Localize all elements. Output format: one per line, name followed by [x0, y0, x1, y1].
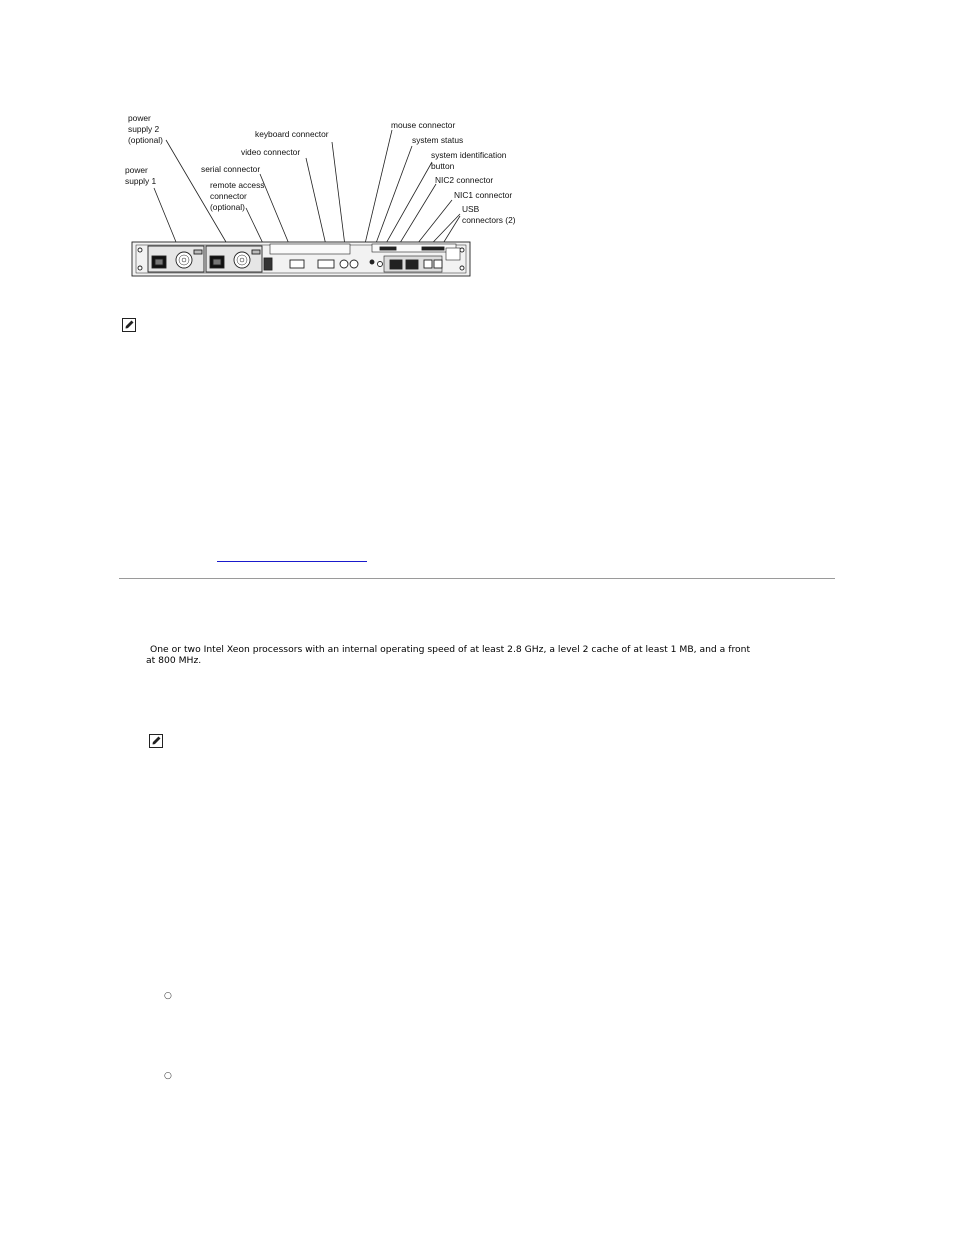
server-chassis — [132, 242, 470, 276]
cross-reference-link[interactable] — [217, 549, 367, 562]
system-status-label: system status — [412, 135, 464, 145]
back-panel-figure — [110, 108, 530, 284]
keyboard-port — [340, 260, 348, 268]
list-bullet: ○ — [164, 991, 172, 1001]
system-identification-label: button — [431, 161, 455, 171]
section-divider — [119, 578, 835, 579]
video-port — [318, 260, 334, 268]
callout-leader-lines — [154, 130, 460, 258]
list-bullet: ○ — [164, 1071, 172, 1081]
serial-port — [290, 260, 304, 268]
processor-line-2: at 800 MHz. — [146, 654, 202, 666]
mouse-connector-label: mouse connector — [391, 120, 456, 130]
power-supply-2-label: supply 2 — [128, 124, 160, 134]
nic1-port — [406, 260, 418, 269]
system-status-indicator — [370, 260, 374, 264]
serial-connector-label: serial connector — [201, 164, 261, 174]
note-pencil-icon — [122, 317, 136, 331]
system-identification-label: system identification — [431, 150, 507, 160]
power-supply-1-label: power — [125, 165, 148, 175]
remote-access-label: remote access — [210, 180, 265, 190]
remote-access-port — [264, 258, 272, 270]
power-supply-1 — [148, 246, 204, 272]
power-supply-1-label: supply 1 — [125, 176, 157, 186]
back-panel-diagram — [110, 108, 530, 284]
power-supply-2-label: (optional) — [128, 135, 163, 145]
usb-connectors-label: connectors (2) — [462, 215, 516, 225]
mouse-port — [350, 260, 358, 268]
remote-access-label: connector — [210, 191, 247, 201]
processor-description — [146, 645, 786, 666]
nic2-connector-label: NIC2 connector — [435, 175, 494, 185]
power-supply-2-label: power — [128, 113, 151, 123]
power-supply-2 — [206, 246, 262, 272]
usb-port — [424, 260, 432, 268]
remote-access-label: (optional) — [210, 202, 245, 212]
keyboard-connector-label: keyboard connector — [255, 129, 329, 139]
video-connector-label: video connector — [241, 147, 301, 157]
usb-port — [434, 260, 442, 268]
note-pencil-icon — [149, 733, 163, 747]
nic1-connector-label: NIC1 connector — [454, 190, 513, 200]
system-id-button — [378, 262, 383, 267]
usb-connectors-label: USB — [462, 204, 480, 214]
processor-line-1: One or two Intel Xeon processors with an internal operating speed of at least 2.8 GHz, a level 2 cache of at least 1 MB, and a front — [150, 644, 751, 655]
nic2-port — [390, 260, 402, 269]
